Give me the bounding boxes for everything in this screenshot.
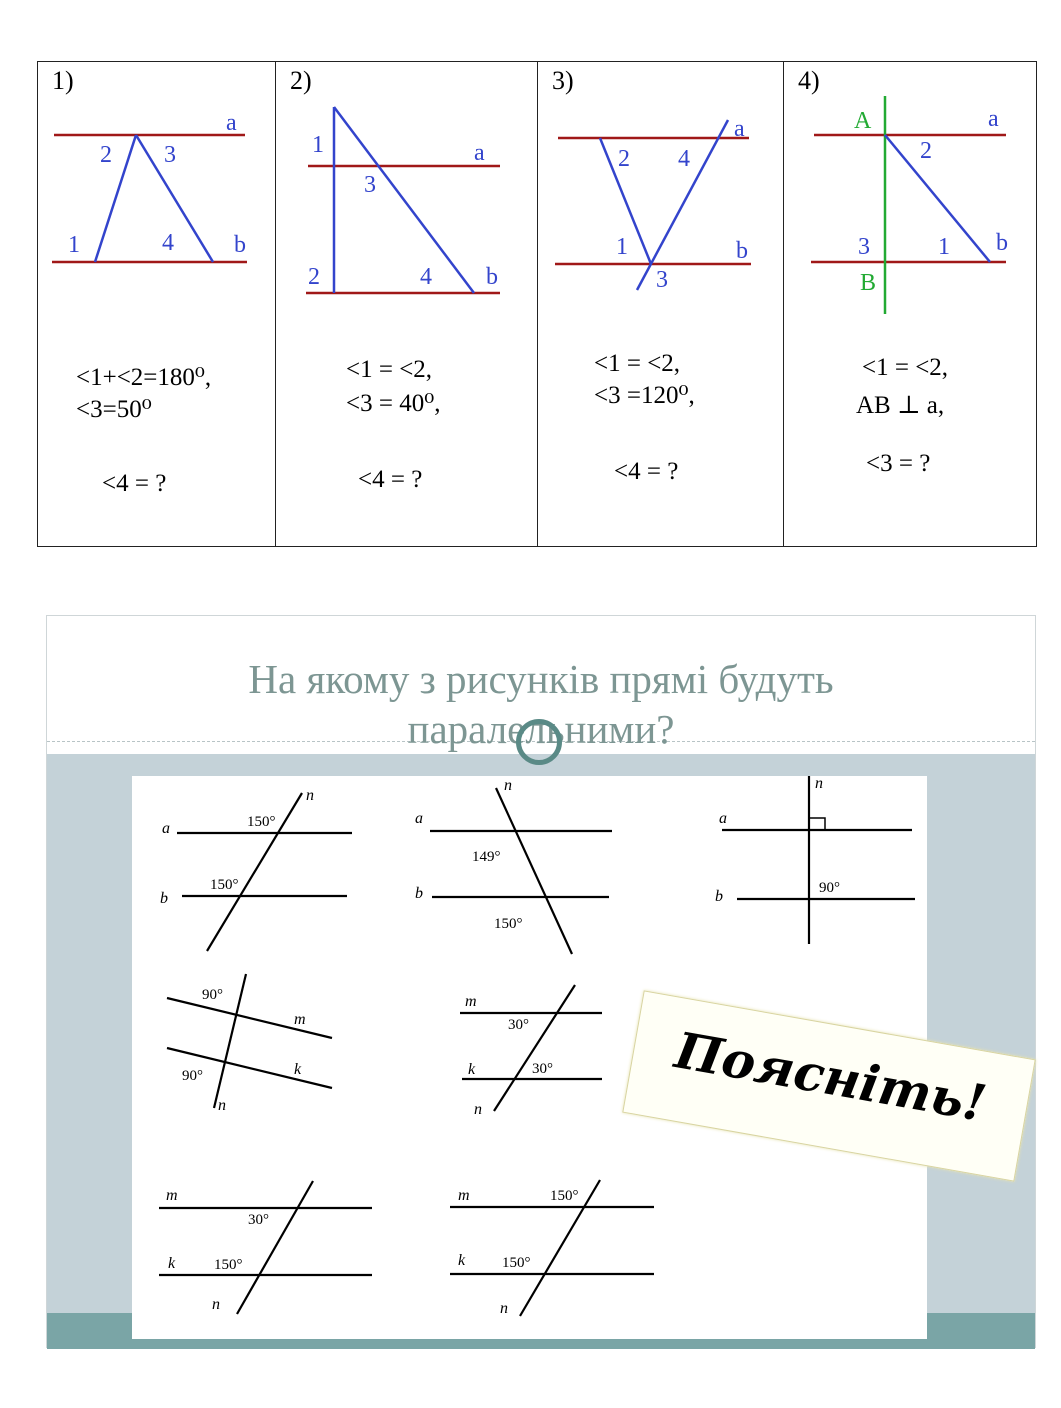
slide-title-line-1: На якому з рисунків прямі будуть xyxy=(248,656,834,702)
line-label: k xyxy=(458,1252,466,1269)
line-label: k xyxy=(168,1255,176,1272)
angle-label: 90° xyxy=(202,987,223,1003)
angle-4-label: 4 xyxy=(162,230,174,256)
line-b-label: b xyxy=(486,264,498,290)
line-label: b xyxy=(160,890,168,907)
line-label: m xyxy=(294,1011,306,1028)
angle-label: 30° xyxy=(508,1017,529,1033)
condition-line: <1 = <2, xyxy=(594,350,681,377)
cursor-highlight-icon xyxy=(516,719,562,765)
angle-3-label: 3 xyxy=(164,142,176,168)
angle-label: 150° xyxy=(214,1257,243,1273)
line-label: k xyxy=(468,1061,476,1078)
angle-label: 30° xyxy=(532,1061,553,1077)
angle-label: 150° xyxy=(494,916,523,932)
question-line: <4 = ? xyxy=(102,470,167,497)
angle-3-label: 3 xyxy=(858,234,870,260)
line-label: n xyxy=(218,1097,226,1114)
line-a-label: a xyxy=(226,110,237,136)
condition-line: <1 = <2, xyxy=(346,356,433,383)
line-b-label: b xyxy=(736,238,748,264)
line-label: m xyxy=(458,1187,470,1204)
angle-3-label: 3 xyxy=(364,172,376,198)
line-label: k xyxy=(294,1061,302,1078)
line-label: n xyxy=(306,787,314,804)
line-label: n xyxy=(500,1300,508,1317)
problem-cell-4 xyxy=(784,62,1038,546)
line-label: n xyxy=(212,1296,220,1313)
line-b-label: b xyxy=(996,230,1008,256)
point-a-label: A xyxy=(854,108,872,134)
angle-label: 90° xyxy=(819,880,840,896)
line-a-label: a xyxy=(988,106,999,132)
condition-line: <1+<2=180⁰, xyxy=(76,364,212,391)
angle-label: 150° xyxy=(502,1255,531,1271)
slide-title-line-2: паралельними? xyxy=(407,706,675,752)
angle-label: 150° xyxy=(550,1188,579,1204)
condition-line: <3 =120⁰, xyxy=(594,382,695,409)
line-label: a xyxy=(719,810,727,827)
condition-line: <1 = <2, xyxy=(862,354,949,381)
angle-2-label: 2 xyxy=(920,138,932,164)
line-a-label: a xyxy=(734,116,745,142)
line-label: b xyxy=(415,885,423,902)
line-label: a xyxy=(415,810,423,827)
figure-parallel-3 xyxy=(722,776,915,944)
slide xyxy=(46,615,1036,1348)
question-line: <4 = ? xyxy=(358,466,423,493)
line-label: n xyxy=(815,776,823,792)
angle-1-label: 1 xyxy=(938,234,950,260)
angle-2-label: 2 xyxy=(100,142,112,168)
problem-cell-1 xyxy=(38,62,276,546)
angle-3-label: 3 xyxy=(656,267,668,293)
line-label: m xyxy=(166,1187,178,1204)
problem-cell-3 xyxy=(538,62,784,546)
problem-number: 2) xyxy=(290,66,312,95)
angle-2-label: 2 xyxy=(618,146,630,172)
line-label: a xyxy=(162,820,170,837)
angle-4-label: 4 xyxy=(420,264,432,290)
line-label: n xyxy=(474,1101,482,1118)
figure-parallel-5 xyxy=(460,985,602,1111)
question-line: <4 = ? xyxy=(614,458,679,485)
problem-number: 1) xyxy=(52,66,74,95)
angle-2-label: 2 xyxy=(308,264,320,290)
angle-1-label: 1 xyxy=(312,132,324,158)
angle-label: 150° xyxy=(247,814,276,830)
condition-line: AB ⊥ a, xyxy=(856,392,945,419)
explain-note-text: Поясніть! xyxy=(670,1020,991,1133)
line-a-label: a xyxy=(474,140,485,166)
problem-cell-2 xyxy=(276,62,538,546)
figure-parallel-4 xyxy=(167,974,332,1108)
figure-parallel-6 xyxy=(159,1181,372,1314)
angle-1-label: 1 xyxy=(68,232,80,258)
problem-number: 3) xyxy=(552,66,574,95)
angle-label: 90° xyxy=(182,1068,203,1084)
line-b-label: b xyxy=(234,232,246,258)
problem-number: 4) xyxy=(798,66,820,95)
line-label: m xyxy=(465,993,477,1010)
condition-line: <3=50⁰ xyxy=(76,396,152,423)
question-line: <3 = ? xyxy=(866,450,931,477)
problems-table xyxy=(37,61,1037,547)
line-label: b xyxy=(715,888,723,905)
angle-label: 149° xyxy=(472,849,501,865)
angle-1-label: 1 xyxy=(616,234,628,260)
angle-label: 30° xyxy=(248,1212,269,1228)
point-b-label: B xyxy=(860,270,877,296)
angle-4-label: 4 xyxy=(678,146,690,172)
line-label: n xyxy=(504,777,512,794)
angle-label: 150° xyxy=(210,877,239,893)
condition-line: <3 = 40⁰, xyxy=(346,390,441,417)
